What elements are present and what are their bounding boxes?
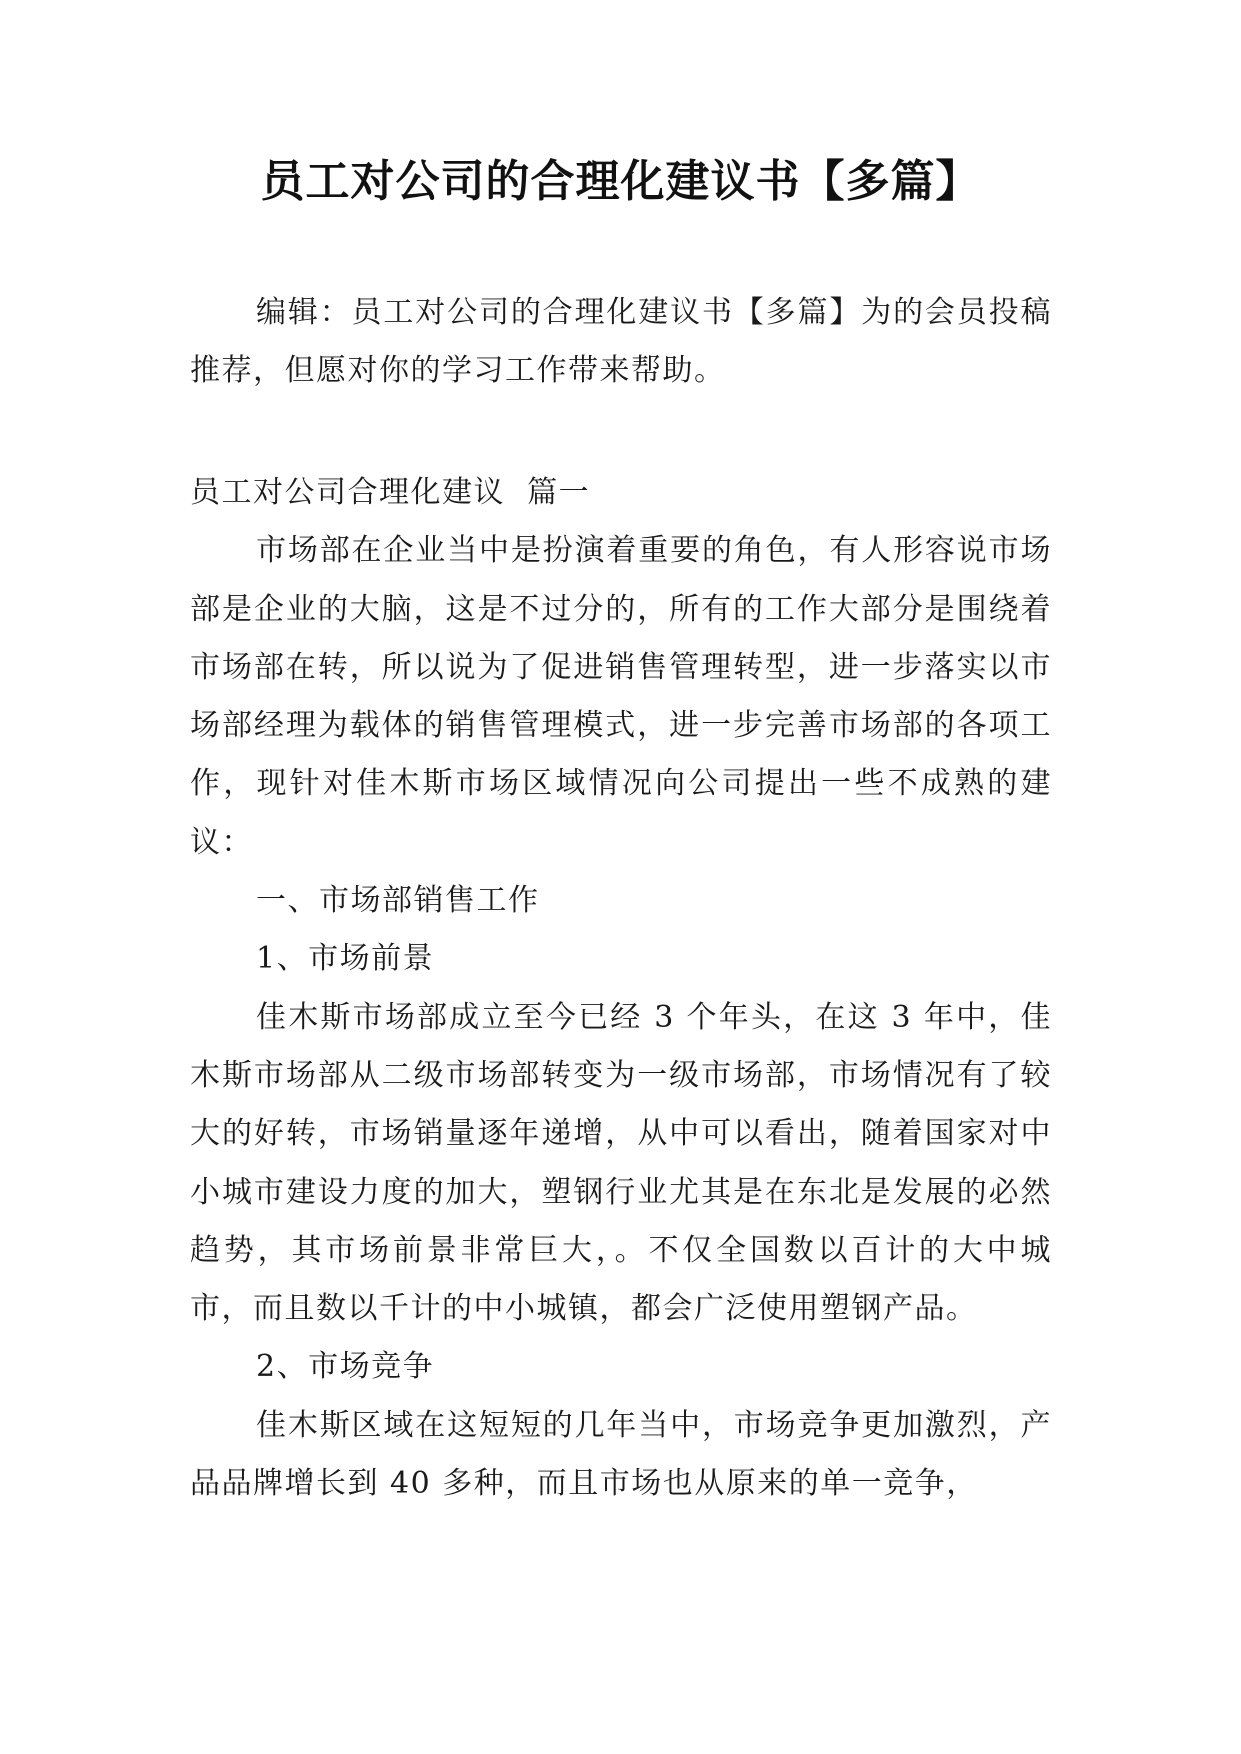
section-heading: 员工对公司合理化建议 篇一: [190, 475, 591, 510]
paragraph-intro: 市场部在企业当中是扮演着重要的角色，有人形容说市场部是企业的大脑，这是不过分的，所有的工作大部分是围绕着市场部在转，所以说为了促进销售管理转型，进一步落实以市场部经理为载体的销售管理模式，进一步完善市场部的各项工作，现针对佳木斯市场区域情况向公司提出一些不成熟的建议：: [190, 533, 1052, 860]
section-body: [190, 464, 1052, 1513]
subheading-market-prospect: 1、市场前景: [256, 941, 435, 977]
paragraph-market-competition: 佳木斯区域在这短短的几年当中，市场竞争更加激烈，产品品牌增长到 40 多种，而且市场也从原来的单一竞争，: [190, 1407, 1052, 1502]
heading-market-sales: 一、市场部销售工作: [256, 883, 540, 919]
editor-note-text: 编辑：员工对公司的合理化建议书【多篇】为的会员投稿推荐，但愿对你的学习工作带来帮助。: [190, 295, 1052, 389]
document-title: 员工对公司的合理化建议书【多篇】: [260, 156, 981, 207]
paragraph-market-prospect: 佳木斯市场部成立至今已经 3 个年头，在这 3 年中，佳木斯市场部从二级市场部转变为一级市场部，市场情况有了较大的好转，市场销量逐年递增，从中可以看出，随着国家对中小城市建设力度的加大，塑钢行业尤其是在东北是发展的必然趋势，其市场前景非常巨大，。不仅全国数以百计的大中城市，而且数以千计的中小城镇，都会广泛使用塑钢产品。: [190, 999, 1052, 1327]
editor-note: [190, 284, 1052, 401]
subheading-market-competition: 2、市场竞争: [256, 1349, 435, 1385]
